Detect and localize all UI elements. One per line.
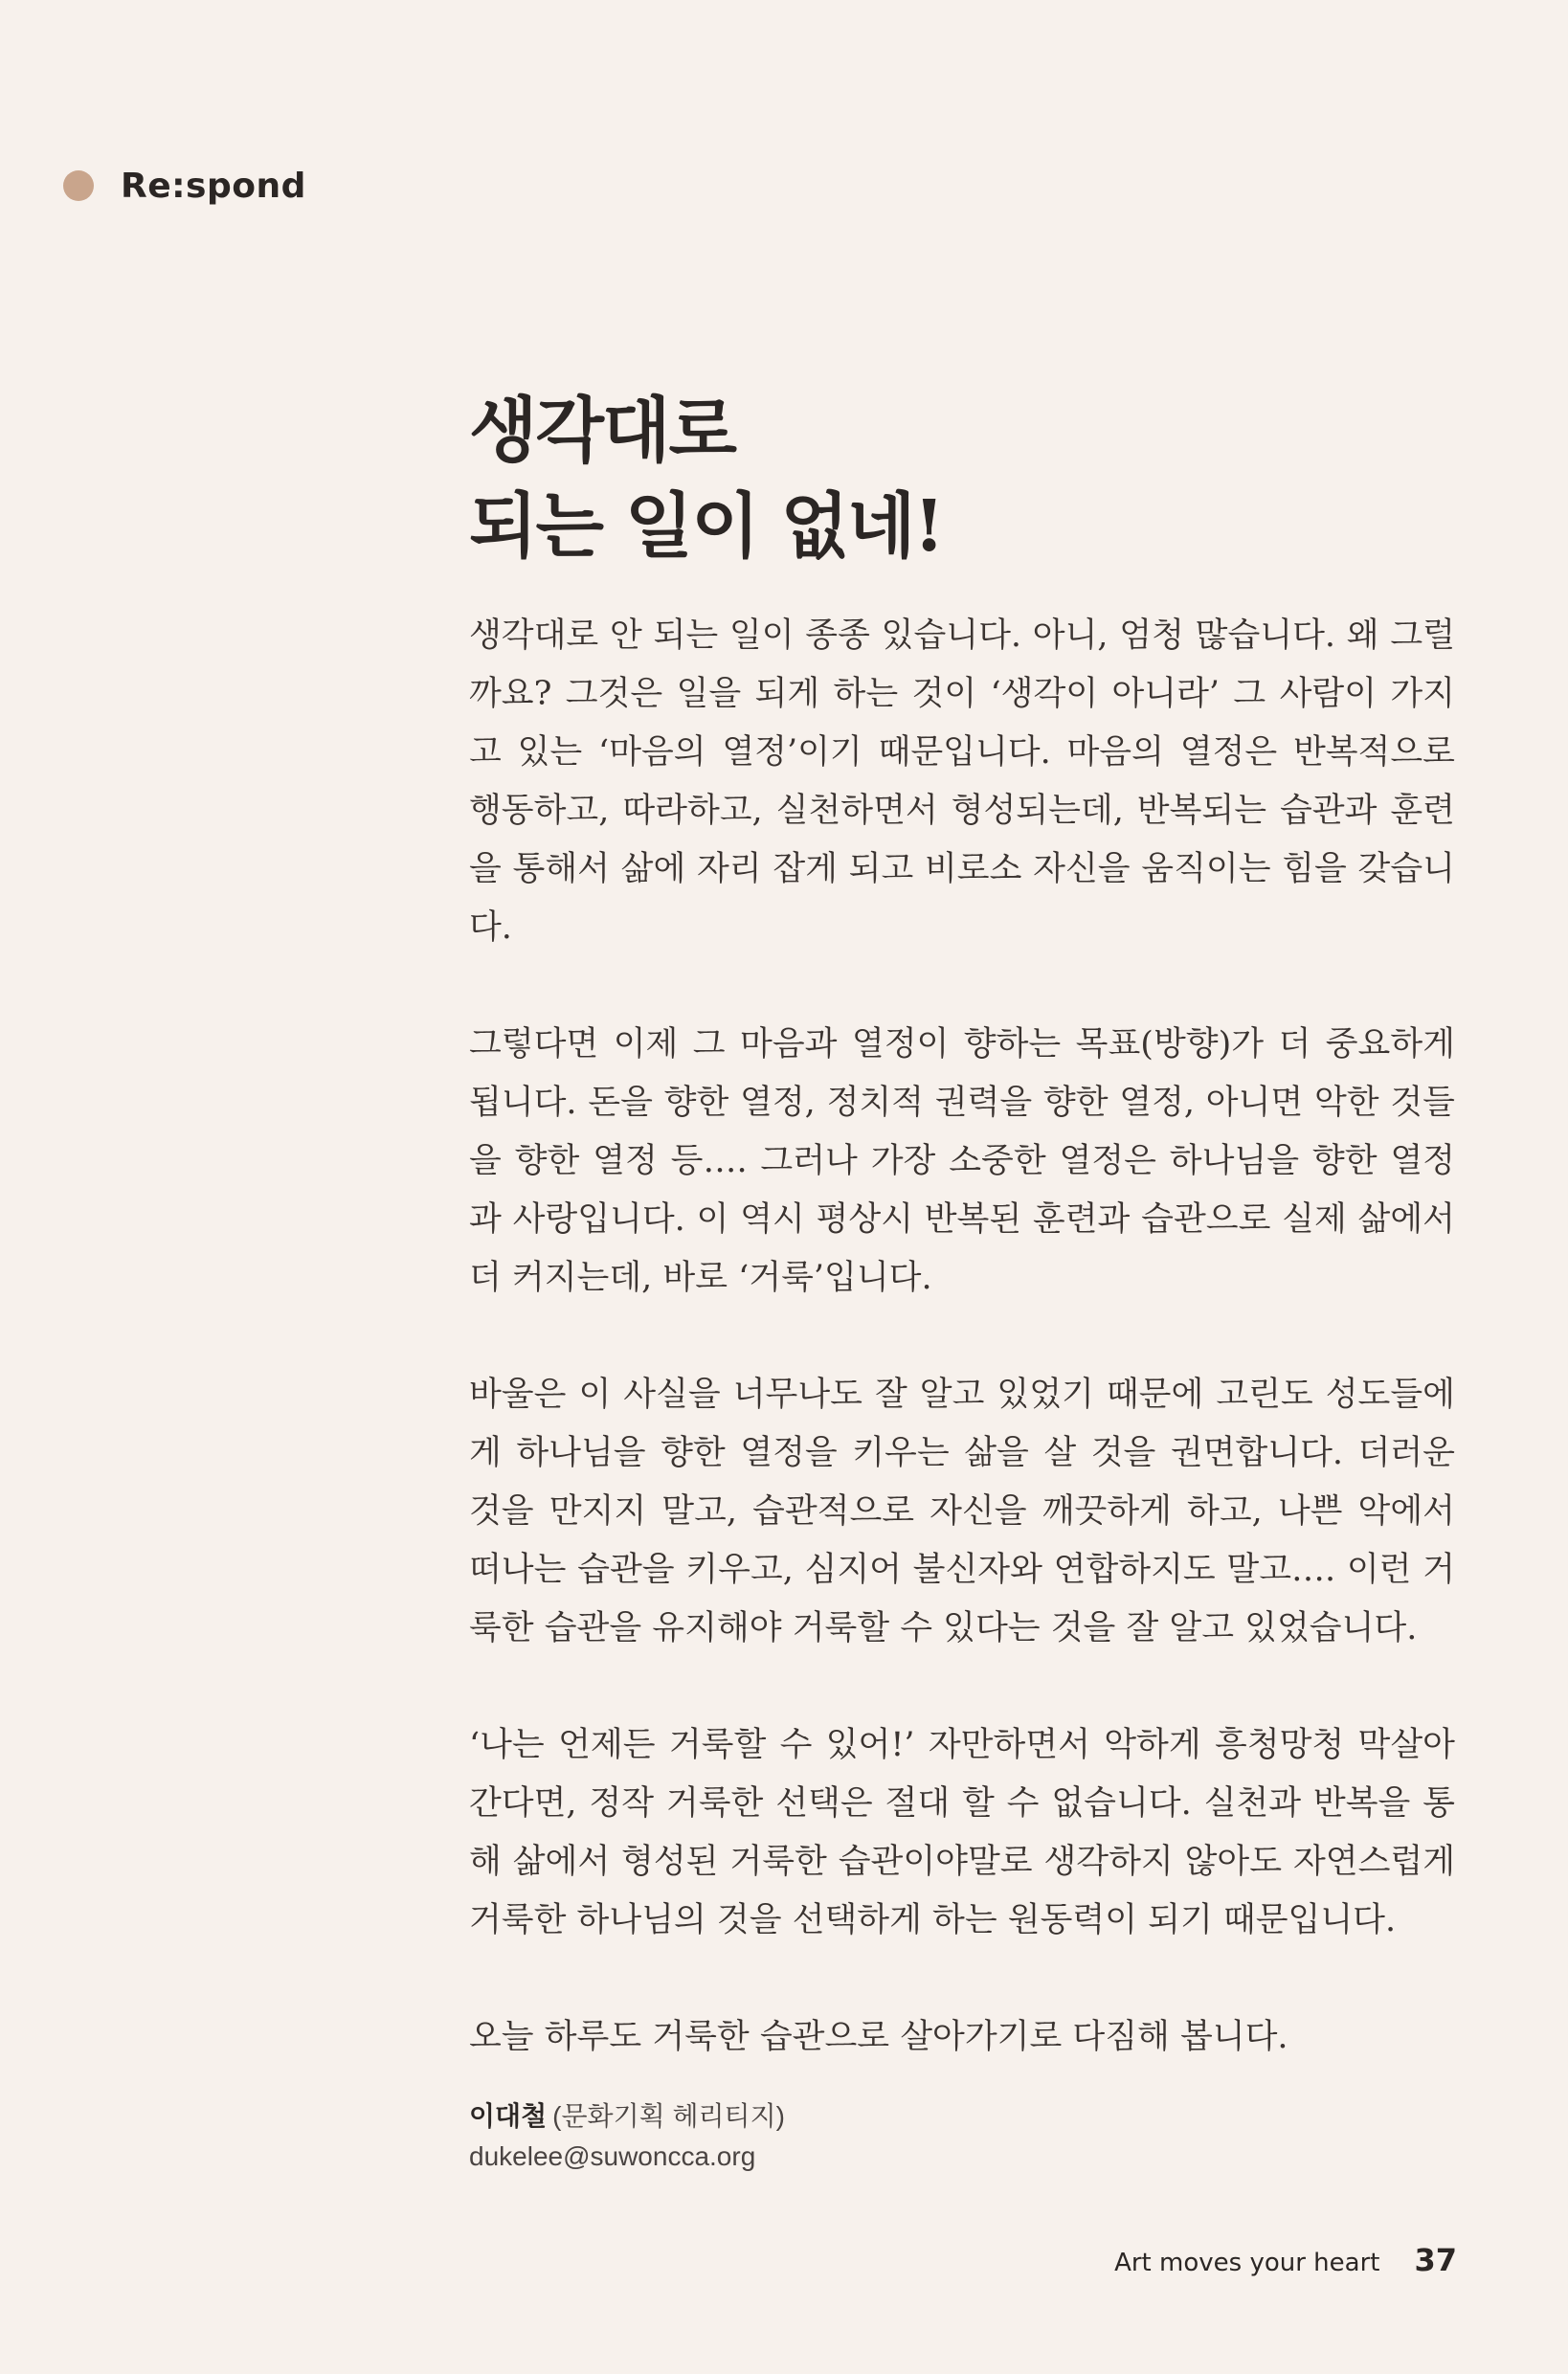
footer-tagline: Art moves your heart [1114, 2249, 1380, 2277]
paragraph: 그렇다면 이제 그 마음과 열정이 향하는 목표(방향)가 더 중요하게 됩니다. 돈을 향한 열정, 정치적 권력을 향한 열정, 아니면 악한 것들을 향한 열정 등…. 그러나 가장 소중한 열정은 하나님을 향한 열정과 사랑입니다. 이 역시 평상시 반복된 훈련과 습관으로 실제 삶에서 더 커지는데, 바로 ‘거룩’입니다. [469, 1025, 1455, 1297]
author-email: dukelee@suwoncca.org [469, 2141, 756, 2171]
paragraph: 바울은 이 사실을 너무나도 잘 알고 있었기 때문에 고린도 성도들에게 하나님을 향한 열정을 키우는 삶을 살 것을 권면합니다. 더러운 것을 만지지 말고, 습관적으로 자신을 깨끗하게 하고, 나쁜 악에서 떠나는 습관을 키우고, 심지어 불신자와 연합하지도 말고…. 이런 거룩한 습관을 유지해야 거룩할 수 있다는 것을 잘 알고 있었습니다. [469, 1376, 1455, 1647]
paragraph: ‘나는 언제든 거룩할 수 있어!’ 자만하면서 악하게 흥청망청 막살아간다면, 정작 거룩한 선택은 절대 할 수 없습니다. 실천과 반복을 통해 삶에서 형성된 거룩한 습관이야말로 생각하지 않아도 자연스럽게 거룩한 하나님의 것을 선택하게 하는 원동력이 되기 때문입니다. [469, 1726, 1455, 1939]
article-body [469, 607, 1455, 2067]
title-line: 되는 일이 없네! [469, 485, 943, 568]
paragraph: 생각대로 안 되는 일이 종종 있습니다. 아니, 엄청 많습니다. 왜 그럴까요? 그것은 일을 되게 하는 것이 ‘생각이 아니라’ 그 사람이 가지고 있는 ‘마음의 열정’이기 때문입니다. 마음의 열정은 반복적으로 행동하고, 따라하고, 실천하면서 형성되는데, 반복되는 습관과 훈련을 통해서 삶에 자리 잡게 되고 비로소 자신을 움직이는 힘을 갖습니다. [469, 616, 1455, 947]
page-number: 37 [1414, 2242, 1457, 2278]
section-dot-icon [63, 170, 94, 201]
title-line: 생각대로 [469, 390, 735, 472]
author-org: (문화기획 헤리티지) [552, 2101, 785, 2131]
article-title [469, 383, 1455, 574]
paragraph: 오늘 하루도 거룩한 습관으로 살아가기로 다짐해 봅니다. [469, 2018, 1288, 2056]
author-name: 이대철 [469, 2101, 548, 2131]
section-label-text: Re:spond [121, 166, 306, 206]
article [469, 383, 1455, 2067]
section-label [63, 163, 306, 209]
author-block [469, 2096, 785, 2177]
author-line [469, 2096, 785, 2137]
page-footer [1114, 2242, 1457, 2278]
